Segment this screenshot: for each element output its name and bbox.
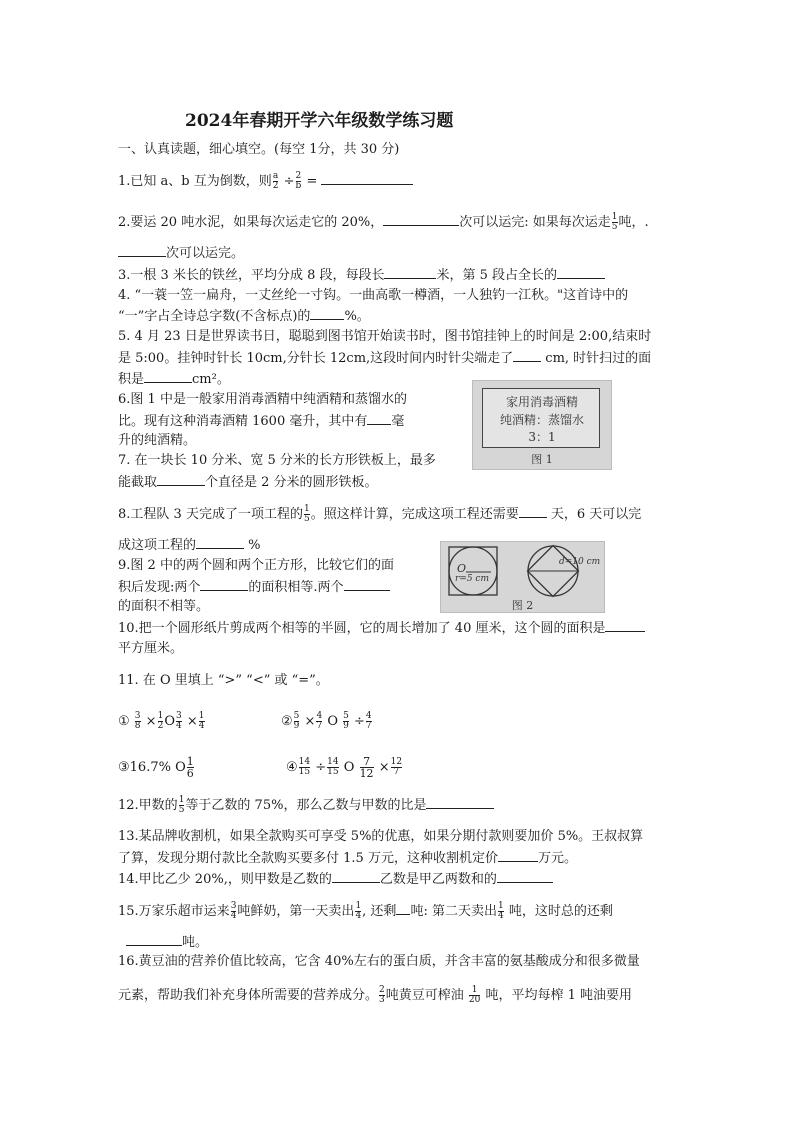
question-4: 4. “一蓑一笠一扁舟，一丈丝纶一寸钩。一曲高歌一樽酒，一人独钓一江秋。"这首诗中的 [118, 288, 629, 303]
answer-blank [157, 473, 205, 486]
figure-2 [440, 541, 605, 613]
compare-circle[interactable]: O [175, 760, 186, 775]
answer-blank [384, 266, 436, 279]
page-title: 2024年春期开学六年级数学练习题 [185, 111, 454, 131]
compare-circle[interactable]: O [327, 714, 338, 729]
answer-blank [332, 870, 380, 883]
question-13-line2: 了算，发现分期付款比全款购买要多付 1.5 万元，这种收割机定价 万元。 [118, 851, 577, 866]
question-15-line2: 吨。 [118, 933, 208, 952]
figure-1 [472, 380, 612, 470]
question-2: 2.要运 20 吨水泥，如果每次运走它的 20%， 次可以运完: 如果每次运走 $\frac{1}{5}$ 吨，. [118, 212, 649, 232]
question-7: 7. 在一块长 10 分米、宽 5 分米的长方形铁板上，最多 [118, 453, 436, 468]
question-3: 3.一根 3 米长的铁丝，平均分成 8 段，每段长 米，第 5 段占全长的 [118, 266, 605, 285]
answer-blank [126, 933, 182, 946]
answer-blank [367, 412, 391, 425]
answer-blank [310, 307, 344, 320]
question-8: 8.工程队 3 天完成了一项工程的 $\frac{1}{5}$ 。照这样计算，完成这项工程还需要 天，6 天可以完 [118, 504, 642, 524]
question-1: 1.已知 a、b 互为倒数，则 $\frac{a}{2}$ ÷ $\frac{2}{b}$ = [118, 172, 413, 191]
answer-blank [200, 578, 248, 591]
answer-blank [498, 849, 538, 862]
fig2-caption: 图 2 [511, 599, 534, 612]
fig1-ratio: 3：1 [528, 430, 556, 444]
compare-item-1: ① $\frac{3}{8}$ × $\frac{1}{2}$ O $\frac{3}{4}$ × $\frac{1}{4}$ [118, 711, 205, 731]
question-11: 11. 在 O 里填上 “>” “<” 或 “=”。 [118, 673, 329, 688]
question-2-line2: 次可以运完。 [118, 244, 244, 263]
answer-blank [519, 505, 547, 518]
question-9-line3: 的面积不相等。 [118, 599, 210, 614]
fig1-caption: 图 1 [531, 453, 553, 466]
answer-blank [321, 172, 413, 185]
answer-blank [557, 266, 605, 279]
question-16-line2: 元素，帮助我们补充身体所需要的营养成分。 $\frac{2}{3}$ 吨黄豆可榨油 $\frac{1}{20}$ 吨，平均每榨 1 吨油要用 [118, 985, 633, 1005]
q1-text: 1.已知 a、b 互为倒数，则 [118, 174, 272, 189]
answer-blank [196, 536, 244, 549]
question-10: 10.把一个圆形纸片剪成两个相等的半圆，它的周长增加了 40 厘米，这个圆的面积是 [118, 619, 645, 638]
fraction: $\frac{1}{5}$ [611, 212, 618, 232]
question-6-line3: 升的纯酒精。 [118, 433, 197, 448]
compare-circle[interactable]: O [343, 760, 355, 775]
question-9: 9.图 2 中的两个圆和两个正方形，比较它们的面 [118, 558, 394, 573]
fig1-line2: 纯酒精：蒸馏水 [499, 413, 584, 427]
question-10-line2: 平方厘米。 [118, 641, 184, 656]
fraction: $\frac{2}{b}$ [295, 171, 302, 191]
answer-blank [118, 244, 166, 257]
answer-blank [497, 870, 553, 883]
question-12: 12.甲数的 $\frac{1}{5}$ 等于乙数的 75%，那么乙数与甲数的比是 [118, 796, 494, 815]
compare-item-3: ③16.7% O $\frac{1}{6}$ [118, 755, 194, 780]
question-4-line2: “一”字占全诗总字数(不含标点)的 %。 [118, 309, 370, 324]
fraction: $\frac{a}{2}$ [272, 171, 279, 191]
answer-blank [426, 796, 494, 809]
question-8-line2: 成这项工程的 % [118, 538, 261, 553]
question-5: 5. 4 月 23 日是世界读书日，聪聪到图书馆开始读书时，图书馆挂钟上的时间是 2:00,结束时 [118, 329, 652, 344]
question-9-line2: 积后发现:两个 的面积相等.两个 [118, 578, 390, 597]
fraction: $\frac{1}{5}$ [303, 504, 310, 524]
question-6: 6.图 1 中是一般家用消毒酒精中纯酒精和蒸馏水的 [118, 392, 407, 407]
question-16: 16.黄豆油的营养价值比较高，它含 40%左右的蛋白质，并含丰富的氨基酸成分和很多微量 [118, 954, 640, 969]
fig2-radius-label: r=5 cm [455, 574, 490, 584]
question-5-line2: 是 5:00。挂钟时针长 10cm,分针长 12cm,这段时间内时针尖端走了 cm, 时针扫过的面 [118, 351, 652, 366]
fig1-line1: 家用消毒酒精 [505, 395, 578, 409]
question-13: 13.某品牌收割机，如果全款购买可享受 5%的优惠，如果分期付款则要加价 5%。王叔叔算 [118, 829, 644, 844]
fig2-diameter-label: d=10 cm [559, 557, 601, 567]
compare-item-4: ④ $\frac{14}{15}$ ÷ $\frac{14}{15}$ O $\frac{7}{12}$ × $\frac{12}{7}$ [286, 755, 403, 780]
answer-blank [396, 902, 410, 915]
question-15: 15.万家乐超市运来 $\frac{3}{4}$ 吨鲜奶，第一天卖出 $\frac{1}{4}$ , 还剩 吨: 第二天卖出 $\frac{1}{4}$ 吨，这时总的还剩 [118, 901, 613, 921]
answer-blank [513, 349, 541, 362]
compare-item-2: ② $\frac{5}{9}$ × $\frac{4}{7}$ O $\frac{5}{9}$ ÷ $\frac{4}{7}$ [281, 711, 372, 731]
answer-blank [383, 213, 459, 226]
answer-blank [144, 370, 192, 383]
question-14: 14.甲比乙少 20%,，则甲数是乙数的 乙数是甲乙两数和的 [118, 870, 553, 889]
question-6-line2: 比。现有这种消毒酒精 1600 毫升，其中有 毫 [118, 414, 405, 429]
answer-blank [605, 619, 645, 632]
question-7-line2: 能截取 个直径是 2 分米的圆形铁板。 [118, 475, 378, 490]
section-heading: 一、认真读题，细心填空。(每空 1分，共 30 分) [118, 142, 400, 157]
question-5-line3: 积是 cm²。 [118, 372, 230, 387]
answer-blank [344, 578, 390, 591]
fig2-center-label: O [457, 562, 467, 575]
compare-circle[interactable]: O [164, 714, 175, 729]
